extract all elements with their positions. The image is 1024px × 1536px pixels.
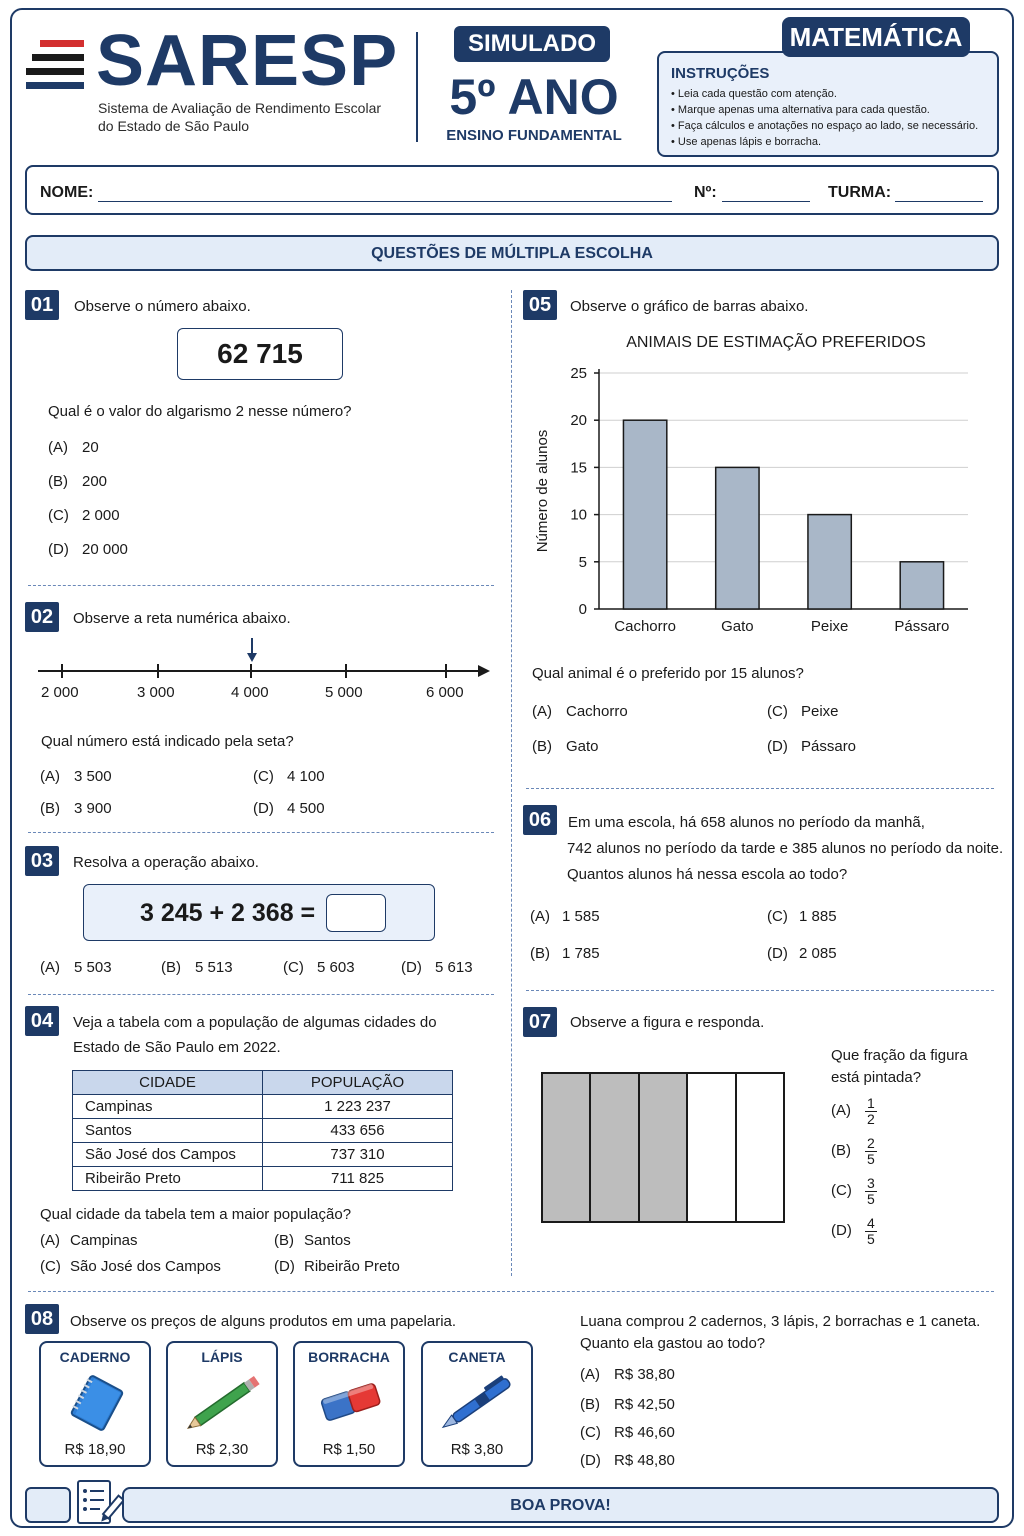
subject-badge: MATEMÁTICA: [782, 17, 970, 57]
option-text: 4 100: [287, 768, 325, 785]
question-number: 04: [25, 1006, 59, 1036]
question-number: 08: [25, 1304, 59, 1334]
option-text: R$ 38,80: [614, 1366, 675, 1383]
option-text: Peixe: [801, 703, 839, 720]
option-letter: (D): [767, 738, 788, 755]
option-letter: (B): [532, 738, 552, 755]
down-arrow-icon: [247, 638, 257, 662]
y-tick-label: 15: [570, 459, 587, 477]
logo-stripe-black-2: [26, 68, 84, 75]
numerator: 1: [867, 1095, 875, 1111]
product-name: LÁPIS: [201, 1349, 243, 1365]
logo-subtitle-1: Sistema de Avaliação de Rendimento Escolar: [98, 100, 382, 116]
question-number: 05: [523, 290, 557, 320]
option-letter: (A): [580, 1366, 600, 1383]
q7-question-2: está pintada?: [831, 1069, 922, 1086]
number-line-tick: 5 000: [325, 684, 363, 701]
option-letter: (D): [831, 1222, 852, 1240]
number-line-tick: 6 000: [426, 684, 464, 701]
q2-option-a[interactable]: [40, 768, 112, 785]
option-letter: (C): [253, 768, 274, 785]
figure-part-shaded: [591, 1074, 639, 1221]
option-letter: (B): [530, 945, 550, 962]
option-text: 5 603: [317, 959, 355, 976]
q4-option-b[interactable]: [274, 1232, 351, 1249]
table-cell-population: 737 310: [263, 1143, 453, 1167]
logo-title: SARESP: [96, 21, 399, 101]
chart-title: ANIMAIS DE ESTIMAÇÃO PREFERIDOS: [626, 334, 926, 351]
option-text: 5 613: [435, 959, 473, 976]
option-letter: (D): [274, 1258, 295, 1275]
bar-chart: [526, 360, 996, 650]
q7-option-a[interactable]: [831, 1096, 877, 1127]
option-text: 20: [82, 439, 99, 456]
fraction: [865, 1136, 877, 1167]
option-letter: (C): [48, 507, 69, 524]
q3-operation-box: [83, 884, 435, 941]
option-letter: (C): [40, 1258, 61, 1275]
q7-prompt: Observe a figura e responda.: [570, 1014, 765, 1031]
grade-label: 5º ANO: [449, 69, 619, 125]
q7-option-c[interactable]: [831, 1176, 877, 1207]
option-letter: (A): [40, 959, 60, 976]
table-cell-city: Campinas: [73, 1095, 263, 1119]
option-text: 1 885: [799, 908, 837, 925]
q2-option-c[interactable]: [253, 768, 325, 785]
notebook-icon: [63, 1371, 131, 1435]
divider: [28, 585, 494, 586]
table-row: [73, 1095, 453, 1119]
q2-option-d[interactable]: [253, 800, 325, 817]
fraction-figure: [541, 1072, 785, 1223]
option-text: 3 900: [74, 800, 112, 817]
q8-option-b[interactable]: [580, 1396, 675, 1413]
instruction-item: • Leia cada questão com atenção.: [671, 86, 978, 102]
q1-option-a[interactable]: [48, 439, 99, 456]
fraction: [865, 1096, 877, 1127]
table-cell-city: Ribeirão Preto: [73, 1167, 263, 1191]
q4-option-c[interactable]: [40, 1258, 221, 1275]
level-label: ENSINO FUNDAMENTAL: [446, 127, 622, 144]
product-card: [39, 1341, 151, 1467]
table-row: [73, 1119, 453, 1143]
q8-question-2: Quanto ela gastou ao todo?: [580, 1335, 766, 1352]
q1-question: Qual é o valor do algarismo 2 nesse número?: [48, 403, 352, 420]
option-letter: (A): [532, 703, 552, 720]
product-name: BORRACHA: [308, 1349, 390, 1365]
instructions-list: [671, 86, 978, 150]
numerator: 4: [867, 1215, 875, 1231]
q2-option-b[interactable]: [40, 800, 112, 817]
numerator: 3: [867, 1175, 875, 1191]
option-letter: (C): [580, 1424, 601, 1441]
q3-option-d[interactable]: [401, 959, 473, 976]
q1-option-c[interactable]: [48, 507, 120, 524]
question-number: 02: [25, 602, 59, 632]
y-axis-label: Número de alunos: [534, 429, 551, 553]
option-text: 4 500: [287, 800, 325, 817]
logo-subtitle-2: do Estado de São Paulo: [98, 118, 250, 134]
denominator: 2: [867, 1111, 875, 1127]
simulado-badge: SIMULADO: [454, 26, 610, 62]
q8-option-c[interactable]: [580, 1424, 675, 1441]
divider: [28, 994, 494, 995]
option-text: 3 500: [74, 768, 112, 785]
q5-option-c[interactable]: [767, 703, 839, 720]
option-letter: (D): [401, 959, 422, 976]
q1-number-box: 62 715: [177, 328, 343, 380]
option-letter: (B): [40, 800, 60, 817]
option-letter: (C): [767, 703, 788, 720]
figure-part-shaded: [543, 1074, 591, 1221]
logo-stripes: [26, 38, 84, 90]
option-letter: (B): [831, 1142, 851, 1160]
bar: [623, 420, 666, 609]
instruction-item: • Faça cálculos e anotações no espaço ao lado, se necessário.: [671, 118, 978, 134]
table-cell-population: 1 223 237: [263, 1095, 453, 1119]
divider: [526, 788, 994, 789]
q5-prompt: Observe o gráfico de barras abaixo.: [570, 298, 809, 315]
q1-prompt: Observe o número abaixo.: [74, 298, 251, 315]
option-text: Gato: [566, 738, 599, 755]
y-tick-label: 25: [570, 365, 587, 382]
option-text: R$ 46,60: [614, 1424, 675, 1441]
q5-question: Qual animal é o preferido por 15 alunos?: [532, 665, 804, 682]
option-letter: (B): [161, 959, 181, 976]
question-number: 01: [25, 290, 59, 320]
y-tick-label: 10: [570, 506, 587, 524]
option-text: 2 000: [82, 507, 120, 524]
y-tick-label: 5: [578, 553, 587, 571]
section-title: QUESTÕES DE MÚLTIPLA ESCOLHA: [25, 235, 999, 271]
instruction-item: • Marque apenas uma alternativa para cada questão.: [671, 102, 978, 118]
q3-option-b[interactable]: [161, 959, 233, 976]
option-text: 200: [82, 473, 108, 490]
pencil-icon: [178, 1371, 270, 1435]
exam-sheet-icon: [74, 1478, 122, 1528]
x-tick-label: Peixe: [810, 618, 849, 635]
number-line-tick: 3 000: [137, 684, 175, 701]
q1-option-b[interactable]: [48, 473, 107, 490]
q5-option-b[interactable]: [532, 738, 599, 755]
divider: [28, 832, 494, 833]
question-number: 07: [523, 1007, 557, 1037]
number-label: Nº:: [694, 184, 717, 201]
number-line-tick: 4 000: [231, 684, 269, 701]
q3-operation: 3 245 + 2 368 =: [140, 899, 316, 927]
instructions-box: [657, 51, 999, 157]
option-letter: (C): [831, 1182, 852, 1200]
option-letter: (D): [767, 945, 788, 962]
option-text: Ribeirão Preto: [304, 1258, 400, 1275]
denominator: 5: [867, 1151, 875, 1167]
eraser-icon: [315, 1375, 387, 1431]
table-cell-city: São José dos Campos: [73, 1143, 263, 1167]
q8-option-a[interactable]: [580, 1366, 675, 1383]
option-text: R$ 42,50: [614, 1396, 675, 1413]
y-tick-label: 0: [578, 601, 587, 618]
table-cell-city: Santos: [73, 1119, 263, 1143]
figure-part-empty: [688, 1074, 736, 1221]
option-text: São José dos Campos: [70, 1258, 221, 1275]
x-tick-label: Pássaro: [894, 618, 950, 635]
table-cell-population: 433 656: [263, 1119, 453, 1143]
option-letter: (D): [580, 1452, 601, 1469]
product-card: [166, 1341, 278, 1467]
bar: [900, 562, 943, 609]
option-text: Santos: [304, 1232, 351, 1249]
option-text: 5 503: [74, 959, 112, 976]
class-label: TURMA:: [828, 184, 892, 201]
table-header: CIDADE: [73, 1071, 263, 1095]
instructions-title: INSTRUÇÕES: [671, 65, 770, 82]
table-cell-population: 711 825: [263, 1167, 453, 1191]
fraction: [865, 1176, 877, 1207]
logo-stripe-red: [40, 40, 84, 47]
figure-part-shaded: [640, 1074, 688, 1221]
product-price: R$ 18,90: [64, 1441, 126, 1458]
name-label: NOME:: [40, 184, 94, 201]
q2-prompt: Observe a reta numérica abaixo.: [73, 610, 291, 627]
q6-option-b[interactable]: [530, 945, 600, 962]
table-row: [73, 1167, 453, 1191]
footer-left-box: [25, 1487, 71, 1523]
product-price: R$ 2,30: [195, 1441, 249, 1458]
q6-option-a[interactable]: [530, 908, 600, 925]
option-text: Pássaro: [801, 738, 857, 755]
q4-prompt-1: Veja a tabela com a população de algumas cidades do: [73, 1014, 437, 1031]
denominator: 5: [867, 1231, 875, 1247]
q6-prompt-1: Em uma escola, há 658 alunos no período da manhã,: [568, 814, 925, 831]
product-name: CADERNO: [59, 1349, 131, 1365]
product-price: R$ 3,80: [450, 1441, 504, 1458]
option-text: R$ 48,80: [614, 1452, 675, 1469]
q6-prompt-2: 742 alunos no período da tarde e 385 alunos no período da noite.: [567, 840, 1004, 857]
q6-option-c[interactable]: [767, 908, 837, 925]
question-number: 03: [25, 846, 59, 876]
q2-question: Qual número está indicado pela seta?: [41, 733, 294, 750]
logo-stripe-navy: [26, 82, 84, 89]
y-tick-label: 20: [570, 412, 587, 430]
number-field[interactable]: [722, 186, 810, 202]
product-card: [293, 1341, 405, 1467]
q4-prompt-2: Estado de São Paulo em 2022.: [73, 1039, 281, 1056]
option-letter: (C): [767, 908, 788, 925]
option-letter: (B): [580, 1396, 600, 1413]
q4-question: Qual cidade da tabela tem a maior população?: [40, 1206, 352, 1223]
q3-prompt: Resolva a operação abaixo.: [73, 854, 259, 871]
x-tick-label: Gato: [721, 618, 754, 635]
denominator: 5: [867, 1191, 875, 1207]
q3-option-a[interactable]: [40, 959, 112, 976]
q3-option-c[interactable]: [283, 959, 355, 976]
x-tick-label: Cachorro: [614, 618, 676, 635]
population-table: [72, 1070, 453, 1191]
option-text: 1 785: [562, 945, 600, 962]
option-letter: (B): [274, 1232, 294, 1249]
q4-option-d[interactable]: [274, 1258, 400, 1275]
option-letter: (A): [40, 1232, 60, 1249]
option-text: 1 585: [562, 908, 600, 925]
q7-question-1: Que fração da figura: [831, 1047, 968, 1064]
option-letter: (D): [253, 800, 274, 817]
column-divider: [511, 290, 512, 1276]
fraction: [865, 1216, 877, 1247]
option-text: 5 513: [195, 959, 233, 976]
option-letter: (A): [40, 768, 60, 785]
option-text: 20 000: [82, 541, 128, 558]
product-price: R$ 1,50: [322, 1441, 376, 1458]
number-line: [30, 636, 496, 686]
q7-option-d[interactable]: [831, 1216, 877, 1247]
class-field[interactable]: [895, 186, 983, 202]
question-number: 06: [523, 805, 557, 835]
divider: [28, 1291, 994, 1292]
bar: [716, 467, 759, 609]
q8-option-d[interactable]: [580, 1452, 675, 1469]
name-field[interactable]: [98, 186, 672, 202]
numerator: 2: [867, 1135, 875, 1151]
option-text: Cachorro: [566, 703, 628, 720]
instruction-item: • Use apenas lápis e borracha.: [671, 134, 978, 150]
figure-part-empty: [737, 1074, 783, 1221]
option-letter: (D): [48, 541, 69, 558]
q5-option-d[interactable]: [767, 738, 856, 755]
option-letter: (A): [48, 439, 68, 456]
q5-option-a[interactable]: [532, 703, 628, 720]
option-letter: (B): [48, 473, 68, 490]
q8-prompt: Observe os preços de alguns produtos em uma papelaria.: [70, 1313, 457, 1330]
table-row: [73, 1143, 453, 1167]
q7-option-b[interactable]: [831, 1136, 877, 1167]
q8-question-1: Luana comprou 2 cadernos, 3 lápis, 2 borrachas e 1 caneta.: [580, 1313, 981, 1330]
pen-icon: [431, 1369, 527, 1435]
table-header: POPULAÇÃO: [263, 1071, 453, 1095]
logo-stripe-black: [32, 54, 84, 61]
option-text: Campinas: [70, 1232, 138, 1249]
q1-option-d[interactable]: [48, 541, 128, 558]
product-card: [421, 1341, 533, 1467]
footer-bar: BOA PROVA!: [122, 1487, 999, 1523]
q3-answer-box[interactable]: [326, 894, 386, 932]
product-name: CANETA: [448, 1349, 506, 1365]
q6-prompt-3: Quantos alunos há nessa escola ao todo?: [567, 866, 848, 883]
option-letter: (A): [831, 1102, 851, 1120]
bar: [808, 515, 851, 609]
option-text: 2 085: [799, 945, 837, 962]
option-letter: (C): [283, 959, 304, 976]
number-line-tick: 2 000: [41, 684, 79, 701]
option-letter: (A): [530, 908, 550, 925]
divider: [526, 990, 994, 991]
header-divider: [416, 32, 418, 142]
q4-option-a[interactable]: [40, 1232, 138, 1249]
q6-option-d[interactable]: [767, 945, 837, 962]
